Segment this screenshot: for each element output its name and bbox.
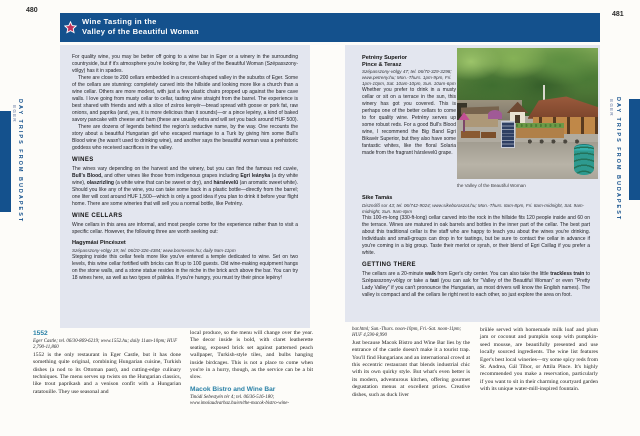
star-icon bbox=[64, 21, 77, 34]
listing-macok-details-right: bar.html; Sun.-Thurs. noon-10pm, Fri.-Sat. noon-11pm; HUF 4,590-8,990 bbox=[352, 327, 462, 339]
chapter-sublabel-left: EGER bbox=[11, 105, 16, 123]
chapter-tab-right bbox=[629, 99, 640, 200]
petreny-name-line1: Petrény Superior bbox=[362, 55, 408, 61]
wines-paragraph: The wines vary depending on the harvest and the winery, but you can find the famous red cuvée, Bull's Blood, and other wines like those from indigenous grapes including Egri leányka (a dry white wine), olaszrizling (a white wine that can be sweet or dry), and hárslevelű (an aromatic sweet white). Should you like any of the wine, you can take some back in a plastic bottle—directly from the barrel; one liter will cost around HUF 1,500—which is only a good idea if you plan to drink it before your flight home. There are some wineries that will sell you a normal bottle, like Petrény. bbox=[72, 166, 299, 207]
chapter-label-right: DAY TRIPS FROM BUDAPEST bbox=[615, 97, 621, 222]
feature-title-line2: Valley of the Beautiful Woman bbox=[82, 27, 199, 36]
photo-menu-blackboard bbox=[501, 121, 516, 148]
page-number-right: 481 bbox=[612, 11, 624, 18]
photo-caption: the Valley of the Beautiful Woman bbox=[457, 183, 526, 188]
wines-heading: WINES bbox=[72, 157, 94, 163]
listing-macok-column1 bbox=[352, 327, 470, 399]
chapter-tab-left bbox=[0, 111, 11, 212]
listing-1552-details: Eger Castle; tel. 06/30-869-6219; www.1552.hu; daily 11am-10pm; HUF 2,790-11,860 bbox=[33, 339, 178, 351]
listing-macok-column2 bbox=[480, 327, 598, 394]
wine-cellars-intro: Wine cellars in this area are informal, and most people come for the experience rather than to visit a specific cellar. However, the following three are worth seeking out: bbox=[72, 222, 298, 235]
feature-title bbox=[82, 17, 199, 37]
sike-name: Sike Tamás bbox=[362, 195, 393, 201]
photo-picnic-table bbox=[481, 132, 497, 139]
listing-1552-body-col2: local produce, so the menu will change over the year. The decor inside is bold, with claret leatherette seating, exposed brick set against patterned peach wallpaper, Turkish-style tiles, and bulbs hanging inside birdcages. This is not a place to come when you're in a hurry, though, as the service can be a bit slow. bbox=[190, 330, 313, 381]
petreny-name bbox=[362, 55, 456, 68]
photo-gable-door bbox=[515, 115, 521, 123]
chapter-label-left: DAY TRIPS FROM BUDAPEST bbox=[17, 99, 23, 224]
petreny-description: Whether you prefer to drink in a musty cellar or sit on a terrace in the sun, this winery has got you covered. This is perhaps one of the better cellars to come to for quality wine. Petrény serves up some robust reds. For a good Bull's Blood wine, I recommend the Big Band Egri Bikavér Superior, but they also have some fantastic whites, like the floral Solaria made from the fragrant hárslevelű grape. bbox=[362, 87, 456, 156]
petreny-name-line2: Pince & Terasz bbox=[362, 61, 402, 68]
wine-cellars-heading: WINE CELLARS bbox=[72, 213, 123, 219]
intro-paragraph-1: For quality wine, you may be better off going to a wine bar in Eger or a winery in the surrounding countryside, but if it's atmosphere you're looking for, the Valley of the Beautiful Woman (Szépasszony-völgy) has it in spades. bbox=[72, 54, 298, 74]
listing-1552-body-col1: 1552 is the only restaurant in Eger Castle, but it has done something quite original, combining Hungarian cuisine, Turkish dishes (a nod to its Ottoman past), and cutting-edge culinary techniques. The menu serves up twists on the Hungarian classics, like trout paprikash and a venison confit with a Hungarian ratatouille. They use seasonal and bbox=[33, 351, 181, 395]
listing-1552-column1 bbox=[33, 330, 181, 396]
valley-photo bbox=[457, 48, 598, 179]
page-number-left: 480 bbox=[26, 7, 38, 14]
chapter-sublabel-right: EGER bbox=[608, 99, 613, 117]
photo-purple-awning bbox=[488, 110, 502, 119]
right-box-lower bbox=[362, 191, 590, 299]
listing-1552-column2 bbox=[190, 330, 313, 408]
feature-box-left bbox=[60, 45, 310, 328]
sike-description: This 100-m-long (330-ft-long) cellar carved into the rock in the hillside fits 120 people inside and 60 on the terrace. Wines are matured in oak barrels and bottles in the inner part of the cellar. The best part about this traditional cellar is the staff who are happy to teach you about the wines you're drinking. Individuals and small-groups can drop in for tastings, but be sure to contact the cellar in advance if you're coming in a big group. Taste their merlot or syrah, or their blend of Egri Csillag if you prefer a white. bbox=[362, 214, 590, 256]
intro-paragraph-3: There are dozens of legends behind the region's seductive name, by the way. One recounts the story about a beautiful Hungarian girl who escaped marriage to a Turk by giving him some Bull's Blood wine (he wasn't used to drinking wine), and another says the beautiful woman was a prehistoric goddess who received sacrifices in the valley. bbox=[72, 124, 298, 151]
listing-macok-body-col1: Just because Macok Bistro and Wine Bar lies by the entrance of the castle doesn't make it a tourist trap. You'll find Hungarians and an international crowd at this eccentric restaurant that blends industrial chic with its own quirky style. But what's even better is its modern, adventurous kitchen, offering gourmet degustation menus at excellent prices. Creative dishes, such as duck liver bbox=[352, 339, 470, 398]
intro-paragraph-2: There are close to 200 cellars embedded in a crescent-shaped valley in the suburbs of Eger. Some of the cellars are stunning: completely carved into the hillside and looking more like a church than a wine cellar. Others are more modest, with just a few plastic chairs propped up against the bare cave walls. I love going from musty cellar to cellar, tasting wine straight from the barrel. The experience is best shared with friends and with a slice of zsíros kenyér—bread spread with goose or pork fat, raw onions, and paprika (and, yes, it is more delicious than it sounds)—or a pince lepény, a kind of baked savory pancake with cheese and ham (these are usually extra and will set you back around HUF 500). bbox=[72, 75, 298, 123]
listing-macok-name: Macok Bistro and Wine Bar bbox=[190, 385, 276, 393]
sike-details: Disznófő sor 43; tel. 06/742-9024; www.sikeboraszat.hu; Mon.-Thurs. 8am-8pm, Fri. 8am-midnight, Sat. 9am-midnight, Sun. 9am-8pm bbox=[362, 202, 585, 214]
petreny-details: Szépasszony-völgy 47; tel. 06/70-329-3298; www.petreny.hu; Mon.-Thurs. 1pm-9pm, Fri. 1pm-10pm, Sat. 10am-10pm, Sun. 10am-6pm bbox=[362, 69, 456, 86]
listing-macok-body-col2: brûlée served with homemade milk loaf and plum jam or coconut and pumpkin soup with pumpkin-seed mousse, are beautifully presented and use locally sourced ingredients. The wine list features Eger's best local wineries—try some spicy reds from St. Andrea, Gál Tibor, or Attila Pince. It's highly recommended you make a reservation, particularly if you want to sit in their charming courtyard garden with its unique water-mill-inspired fountain. bbox=[480, 327, 598, 393]
feature-title-line1: Wine Tasting in the bbox=[82, 17, 157, 26]
hagymasi-name: Hagymási Pincészet bbox=[72, 240, 126, 246]
feature-banner bbox=[60, 13, 600, 42]
hagymasi-details: Szépasszony-völgy 19; tel. 06/20-326-4384; www.bormester.hu; daily 9am-11pm bbox=[72, 247, 236, 253]
listing-macok-details-left: Tinódi Sebestyén tér 4; tel. 06/36-516-180; www.imolaudvarhaz.hu/en/the-macok-bistro-wine- bbox=[190, 394, 290, 407]
photo-umbrella-pole bbox=[463, 120, 464, 132]
getting-there-heading: GETTING THERE bbox=[362, 261, 416, 268]
petreny-column bbox=[362, 51, 456, 157]
listing-1552-name: 1552 bbox=[33, 330, 48, 337]
hagymasi-description: Stepping inside this cellar feels more like you've entered a temple dedicated to wine. Set on two levels, this wine cellar fortified with bricks can fit up to 100 guests. Old wine-making equipment hangs on the stone walls, and a stone statue resides in the niche in the brick arch above the bar. You can try 18 wines here, as well as two types of pálinka. If you're hungry, you must try their pince lepény! bbox=[72, 253, 298, 281]
photo-teal-barrel-planter bbox=[574, 144, 594, 175]
getting-there-paragraph: The cellars are a 20-minute walk from Eger's city center. You can also take the little trackless train to Szépasszony-völgy or take a taxi (you can ask for "Valley of the Beautiful Woman" or even "Pretty Lady Valley" if you can't pronounce the Hungarian, as most drivers will know the English names). The valley is compact and all the cellars lie right next to each other, so just explore the area on foot. bbox=[362, 270, 590, 298]
feature-box-right bbox=[345, 45, 600, 322]
